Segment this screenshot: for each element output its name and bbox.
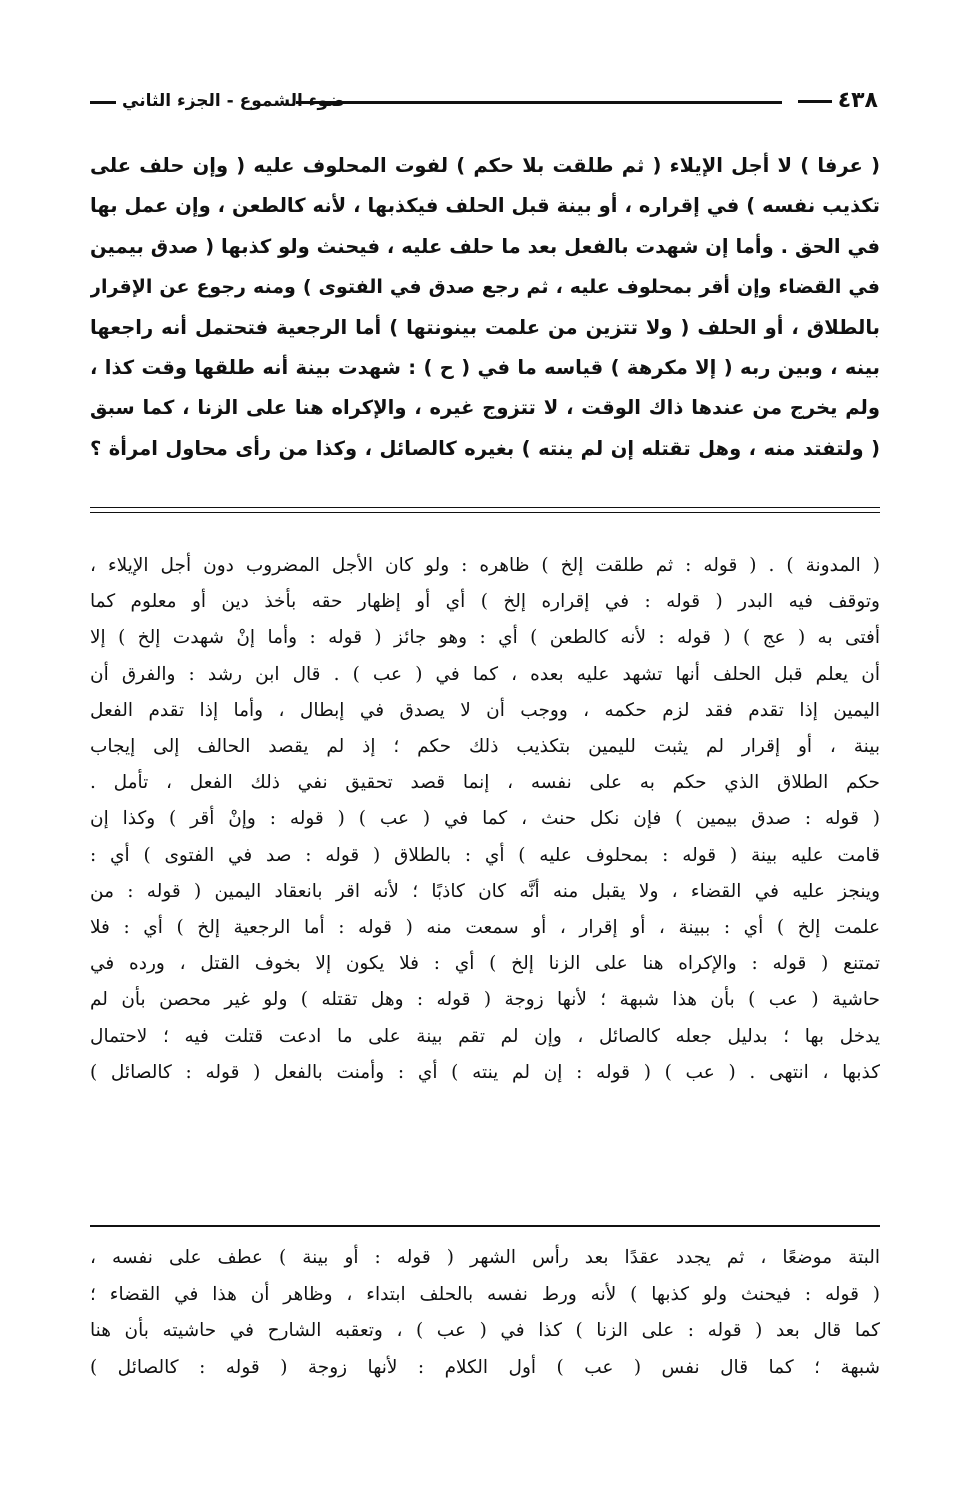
taqrir-line: كما قال بعد ( قوله : على الزنا ) كذا في ( عب ) ، وتعقبه الشارح في حاشيته بأن هنا [90, 1320, 880, 1342]
rule-separator [90, 1225, 880, 1227]
matn-line: ( عرفا ) لا أجل الإيلاء ( ثم طلقت بلا حكم ) لفوت المحلوف عليه ( وإن حلف على [90, 154, 880, 177]
sharh-line: وتوقف فيه البدر ( قوله : في إقراره إلخ ) أي أو إظهار حقه بأخذ دين أو معلوم كما [90, 591, 880, 613]
taqrir-line: البتة موضعًا ، ثم يجدد عقدًا بعد رأس الشهر ( قوله : أو بينة ) عطف على نفسه ، [90, 1247, 880, 1268]
sharh-line: وينجز عليه في القضاء ، ولا يقبل منه أنَّه كان كاذبًا ؛ لأنه اقر بانعقاد اليمين ( قوله : من [90, 880, 880, 902]
sharh-line: ( المدونة ) . ( قوله : ثم طلقت إلخ ) ظاهره : ولو كان الأجل المضروب دون أجل الإيلاء ، [90, 555, 880, 576]
matn-text [90, 146, 880, 469]
sharh-line: قامت عليه بينة ( قوله : بمحلوف عليه ) أي : بالطلاق ( قوله : صد في الفتوى ) أي : [90, 844, 880, 866]
double-rule-separator [90, 507, 880, 513]
matn-line: في القضاء وإن أقر بمحلوف عليه ، ثم رجع صدق في الفتوى ) ومنه رجوع عن الإقرار [90, 276, 880, 299]
header-rule-tail [90, 101, 116, 104]
matn-line: تكذيب نفسه ) في إقراره ، أو بينة قبل الحلف فيكذبها ، لأنه كالطعن ، وإن عمل بها [90, 194, 880, 218]
sharh-line: ( قوله : صدق بيمين ) فإن نكل حنث ، كما في ( عب ) ( قوله : وإنْ أقر ) وكذا إن [90, 808, 880, 830]
matn-line: ( ولتفتد منه ، وهل تقتله إن لم ينته ) بغيره كالصائل ، وكذا من رأى محاول امرأة ؟ [90, 436, 880, 460]
sharh-line: حكم الطلاق الذي حكم به على نفسه ، إنما قصد تحقيق نفي ذلك الفعل ، تأمل . [90, 772, 880, 794]
taqrir-line: ( قوله : فيحنث ولو كذبها ) لأنه ورط نفسه بالحلف ابتداء ، وظاهر أن هذا في القضاء ؛ [90, 1283, 880, 1305]
sharh-text [90, 548, 880, 1091]
header-rule [296, 101, 782, 104]
sharh-line: اليمين إذا تقدم فقد لزم حكمه ، ووجب أن لا يصدق في إبطال ، وأما إذا تقدم الفعل [90, 699, 880, 721]
book-title: ضوء الشموع - الجزء الثاني [122, 91, 345, 111]
matn-line: في الحق . وأما إن شهدت بالفعل بعد ما حلف عليه ، فيحنث ولو كذبها ( صدق بيمين [90, 234, 880, 258]
sharh-line: بينة ، أو إقرار لم يثبت لليمين بتكذيب ذلك حكم ؛ إذ لم يقصد الحالف إلى إيجاب [90, 736, 880, 758]
sharh-line: يدخل بها ؛ بدليل جعله كالصائل ، وإن لم تقم بينة على ما ادعت قتلت فيه ؛ لاحتمال [90, 1025, 880, 1047]
sharh-line: حاشية ( عب ) بأن هذا شبهة ؛ لأنها زوجة ( قوله : وهل تقتله ) ولو غير محصن بأن لم [90, 989, 880, 1011]
taqrir-line: شبهة ؛ كما قال نفس ( عب ) أول الكلام : لأنها زوجة ( قوله : كالصائل ) [90, 1356, 880, 1378]
sharh-line: كذبها ، انتهى . ( عب ) ( قوله : إن لم ينته ) أي : وأمنت بالفعل ( قوله : كالصائل ) [90, 1061, 880, 1083]
sharh-line: أن يعلم قبل الحلف أنها تشهد عليه بعده ، كما في ( عب ) . قال ابن رشد : والفرق أن [90, 663, 880, 685]
matn-line: ولم يخرج من عندها ذاك الوقت ، لا تتزوج غيره ، والإكراه هنا على الزنا ، كما سبق [90, 396, 880, 420]
matn-line: بالطلاق ، أو الحلف ( ولا تتزين من علمت بينونتها ) أما الرجعية فتحتمل أنه راجعها [90, 315, 880, 339]
sharh-line: علمت إلخ ) أي : ببينة ، أو إقرار ، أو سمعت منه ( قوله : أما الرجعية إلخ ) أي : فلا [90, 917, 880, 939]
sharh-line: أفتى به ( عج ) ( قوله : لأنه كالطعن ) أي : وهو جائز ( قوله : وأما إنْ شهدت إلخ ) إلا [90, 627, 880, 649]
running-header [90, 86, 878, 120]
taqrir-text [90, 1240, 880, 1386]
page-number: ٤٣٨ [798, 86, 878, 116]
matn-line: بينه ، وبين ربه ( إلا مكرهة ) قياسه ما في ( ح ) : شهدت بينة أنه طلقها وقت كذا ، [90, 356, 880, 380]
sharh-line: تمتنع ( قوله : والإكراه هنا على الزنا إلخ ) أي : فلا يكون إلا بخوف القتل ، ورده في [90, 953, 880, 975]
